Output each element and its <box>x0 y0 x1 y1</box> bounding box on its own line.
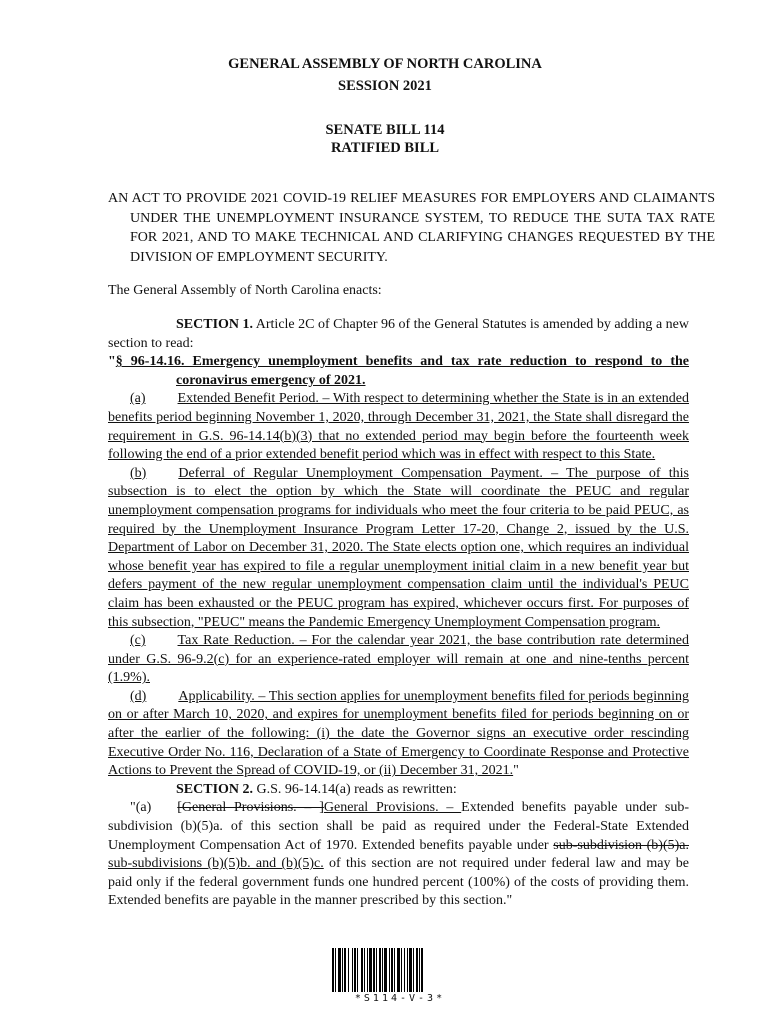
barcode-bar <box>384 948 387 992</box>
barcode-bar <box>364 948 365 992</box>
barcode-bar <box>401 948 402 992</box>
barcode-bar <box>379 948 381 992</box>
subsection-b: (b) Deferral of Regular Unemployment Compensation Payment. – The purpose of this subsection is to elect the option by which the State will coordinate the PEUC and regular unemployment compensation programs for individuals who meet the four criteria to be paid PEUC, as required by the Unemployment Insurance Program Letter 17-20, Change 2, issued by the U.S. Department of Labor on December 31, 2020. The State elects option one, which requires an individual whose benefit year has expired to file a regular unemployment initial claim in a new benefit year but defers payment of the new regular unemployment compensation claim until the individual's PEUC claim has been exhausted or the PEUC program has expired, whichever occurs first. For purposes of this subsection, "PEUC" means the Pandemic Emergency Unemployment Compensation program. <box>108 465 689 630</box>
bill-number: SENATE BILL 114 <box>325 122 445 138</box>
barcode-bars <box>330 948 470 992</box>
barcode-bar <box>335 948 336 992</box>
session-heading: SESSION 2021 <box>338 78 432 94</box>
section-2-heading: SECTION 2. <box>176 781 254 797</box>
assembly-heading: GENERAL ASSEMBLY OF NORTH CAROLINA <box>228 56 542 72</box>
barcode-bar <box>389 948 390 992</box>
barcode-bar <box>344 948 346 992</box>
new-title: General Provisions. – <box>323 800 462 816</box>
new-section-title: "§ 96-14.16. Emergency unemployment benefits and tax rate reduction to respond to the coronavirus emergency of 2021. <box>108 354 689 388</box>
struck-title: [General Provisions. – ] <box>177 800 324 816</box>
barcode-bar <box>382 948 383 992</box>
bill-body <box>108 316 689 911</box>
barcode-bar <box>416 948 418 992</box>
barcode-bar <box>369 948 372 992</box>
barcode-bar <box>338 948 341 992</box>
bill-status: RATIFIED BILL <box>330 140 440 156</box>
barcode-bar <box>342 948 343 992</box>
subsection-d: (d) Applicability. – This section applies for unemployment benefits filed for periods beginning on or after March 10, 2020, and expires for unemployment benefits filed for periods beginning on or after the earlier of the following: (i) the date the Governor signs an executive order rescinding Executive Order No. 116, Declaration of a State of Emergency to Coordinate Response and Protective Actions to Prevent the Spread of COVID-19, or (ii) December 31, 2021." <box>108 688 689 779</box>
new-reference: sub-subdivisions (b)(5)b. and (b)(5)c. <box>108 856 324 872</box>
barcode-bar <box>361 948 363 992</box>
struck-reference: sub-subdivision (b)(5)a. <box>553 837 689 853</box>
barcode <box>330 948 470 1008</box>
barcode-bar <box>419 948 420 992</box>
barcode-bar <box>397 948 400 992</box>
barcode-bar <box>407 948 408 992</box>
barcode-bar <box>354 948 356 992</box>
barcode-bar <box>348 948 349 992</box>
barcode-bar <box>391 948 393 992</box>
subsection-a: (a) Extended Benefit Period. – With respect to determining whether the State is in an extended benefits period beginning November 1, 2020, through December 31, 2021, the State shall disregard the requirement in G.S. 96-14.14(b)(3) that no extended period may begin before the fourteenth week following the end of a prior extended benefit period which was in effect with respect to this State. <box>108 391 689 463</box>
barcode-bar <box>357 948 358 992</box>
section-2-subsection-a: "(a) [General Provisions. – ]General Provisions. – Extended benefits payable under sub-subdivision (b)(5)a. of this section shall be paid as required under the Federal-State Extended Unemployment Compensation Act of 1970. Extended benefits payable under sub-subdivision (b)(5)a. sub-subdivisions (b)(5)b. and (b)(5)c. of this section are not required under federal law and may be paid only if the federal government funds one hundred percent (100%) of the costs of providing them. Extended benefits are payable in the manner prescribed by this section." <box>108 800 689 909</box>
barcode-bar <box>352 948 353 992</box>
barcode-bar <box>409 948 412 992</box>
section-1-intro: SECTION 1. Article 2C of Chapter 96 of the General Statutes is amended by adding a new section to read: <box>108 317 689 351</box>
barcode-bar <box>421 948 423 992</box>
section-2-intro: SECTION 2. G.S. 96-14.14(a) reads as rewritten: <box>176 781 457 797</box>
act-title: AN ACT TO PROVIDE 2021 COVID-19 RELIEF MEASURES FOR EMPLOYERS AND CLAIMANTS UNDER THE UNEMPLOYMENT INSURANCE SYSTEM, TO REDUCE THE SUTA TAX RATE FOR 2021, AND TO MAKE TECHNICAL AND CLARIFYING CHANGES REQUESTED BY THE DIVISION OF EMPLOYMENT SECURITY. <box>108 191 715 265</box>
enacting-clause: The General Assembly of North Carolina enacts: <box>108 283 382 298</box>
barcode-bar <box>373 948 375 992</box>
barcode-bar <box>394 948 395 992</box>
barcode-label: *S114-V-3* <box>354 993 446 1004</box>
barcode-bar <box>404 948 405 992</box>
barcode-bar <box>376 948 377 992</box>
barcode-bar <box>367 948 368 992</box>
subsection-c: (c) Tax Rate Reduction. – For the calendar year 2021, the base contribution rate determined under G.S. 96-9.2(c) for an experience-rated employer will remain at one and nine-tenths percent (1.9%). <box>108 633 689 686</box>
barcode-bar <box>413 948 414 992</box>
barcode-bar <box>332 948 334 992</box>
section-1-heading: SECTION 1. <box>176 317 254 332</box>
